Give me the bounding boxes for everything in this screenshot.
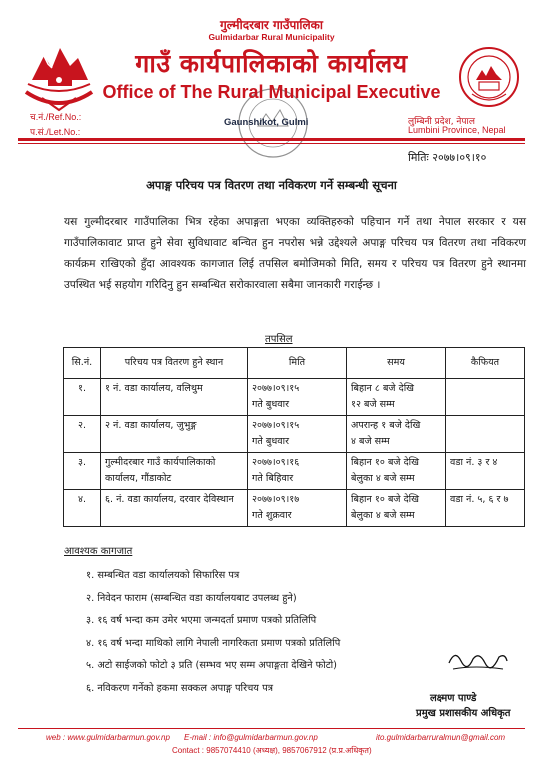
cell-place: गुल्मीदरबार गाउँ कार्यपालिकाको कार्यालय, गौंडाकोट: [101, 453, 248, 490]
cell-remark: वडा नं. ३ र ४: [446, 453, 525, 490]
cell-time: [347, 379, 446, 416]
header-remark: कैफियत: [446, 348, 525, 379]
cell-time-to: ४ बजे सम्म: [351, 436, 390, 447]
office-address: Gaunshikot, Gulmi: [224, 117, 309, 128]
cell-time-to: १२ बजे सम्म: [351, 399, 395, 410]
cell-date-day: गते बुधवार: [252, 399, 290, 410]
document-item: ५. अटो साईजको फोटो ३ प्रति (सम्भव भए सम्म अपाङ्गता देखिने फोटो): [86, 660, 338, 671]
header-municipality-en: Gulmidarbar Rural Municipality: [208, 32, 335, 42]
schedule-title: तपसिल: [265, 334, 293, 345]
province-en: Lumbini Province, Nepal: [408, 125, 506, 135]
signatory-name: लक्ष्मण पाण्डे: [430, 693, 477, 704]
cell-date: [248, 490, 347, 527]
header-office-title-np: गाउँ कार्यपालिकाको कार्यालय: [135, 49, 408, 78]
cell-remark: वडा नं. ५, ६ र ७: [446, 490, 525, 527]
header-place: परिचय पत्र वितरण हुने स्थान: [101, 348, 248, 379]
header-office-title-en: Office of The Rural Municipal Executive: [102, 82, 441, 102]
cell-date: [248, 416, 347, 453]
cell-sn: ३.: [64, 453, 101, 490]
cell-time: [347, 453, 446, 490]
table-row: [64, 379, 525, 416]
cell-time-to: बेलुका ४ बजे सम्म: [351, 473, 415, 484]
signatory-title: प्रमुख प्रशासकीय अधिकृत: [416, 708, 511, 719]
cell-date-day: गते बुधवार: [252, 436, 290, 447]
cell-remark: [446, 416, 525, 453]
letter-date: मितिः २०७७।०९।१०: [408, 151, 487, 164]
required-documents-title: आवश्यक कागजात: [64, 546, 133, 557]
header-sn: सि.नं.: [64, 348, 101, 379]
document-item: २. निवेदन फाराम (सम्बन्धित वडा कार्यालयबाट उपलब्ध हुने): [86, 593, 297, 604]
table-row: [64, 416, 525, 453]
document-item: ४. १६ वर्ष भन्दा माथिको लागि नेपाली नागरिकता प्रमाण पत्रको प्रतिलिपि: [86, 638, 341, 649]
footer-contact: Contact : 9857074410 (अध्यक्ष), 9857067912 (प्र.प्र.अधिकृत): [172, 746, 372, 755]
header-time: समय: [347, 348, 446, 379]
cell-place: १ नं. वडा कार्यालय, वलिथुम: [101, 379, 248, 416]
cell-date-value: २०७७।०९।१५: [252, 420, 300, 431]
cell-date-value: २०७७।०९।१५: [252, 383, 300, 394]
cell-date-value: २०७७।०९।१७: [252, 494, 300, 505]
cell-date: [248, 453, 347, 490]
cell-time-from: अपरान्ह १ बजे देखि: [351, 420, 421, 431]
cell-date-day: गते बिहिवार: [252, 473, 294, 484]
cell-time-to: बेलुका ४ बजे सम्म: [351, 510, 415, 521]
letter-number-label: प.सं./Let.No.:: [30, 127, 81, 137]
signature-icon: [445, 645, 511, 673]
cell-place: ६. नं. वडा कार्यालय, दरवार देविस्थान: [101, 490, 248, 527]
ref-number-label: च.नं./Ref.No.:: [30, 112, 82, 122]
footer-email-alt-link[interactable]: ito.gulmidarbarruralmun@gmail.com: [376, 733, 506, 742]
cell-place: २ नं. वडा कार्यालय, जुभुङ्ग: [101, 416, 248, 453]
cell-time-from: बिहान ८ बजे देखि: [351, 383, 415, 394]
document-item: ६. नविकरण गर्नेको हकमा सक्कल अपाङ्ग परिचय पत्र: [86, 683, 274, 694]
footer-website-link[interactable]: web : www.gulmidarbarmun.gov.np: [46, 733, 170, 742]
cell-sn: ४.: [64, 490, 101, 527]
document-item: ३. १६ वर्ष भन्दा कम उमेर भएमा जन्मदर्ता प्रमाण पत्रको प्रतिलिपि: [86, 615, 317, 626]
cell-sn: १.: [64, 379, 101, 416]
cell-date: [248, 379, 347, 416]
cell-date-value: २०७७।०९।१६: [252, 457, 300, 468]
cell-time-from: बिहान १० बजे देखि: [351, 457, 420, 468]
table-row: [64, 490, 525, 527]
header-municipality-np: गुल्मीदरबार गाउँपालिका: [220, 18, 323, 32]
cell-time: [347, 416, 446, 453]
header-date: मिति: [248, 348, 347, 379]
table-header-row: [64, 348, 525, 379]
cell-sn: २.: [64, 416, 101, 453]
table-row: [64, 453, 525, 490]
notice-body: यस गुल्मीदरबार गाउँपालिका भित्र रहेका अपाङ्गता भएका व्यक्तिहरुको पहिचान गर्ने तथा नेपाल सरकार र यस गाउँपालिकावाट प्राप्त हुने सेवा सुविधावाट बन्चित हुन नपरोस भन्ने उद्देश्यले अपाङ्ग परिचय पत्र वितरण तथा नविकरण कार्यक्रम राखिएको हुँदा आवश्यक कागजात लिई तपसिल बमोजिमको मिति, समय र परिचय पत्र वितरण हुने स्थानमा उपस्थित भई सहयोग गरिदिनु हुन सम्बन्धित सरोकारवाला सबैमा जानकारी गराईन्छ ।: [64, 216, 526, 291]
header-divider-thin: [18, 143, 525, 144]
cell-date-day: गते शुक्रवार: [252, 510, 292, 521]
province-np: लुम्बिनी प्रदेश, नेपाल: [408, 117, 475, 127]
schedule-table: [63, 347, 525, 527]
notice-subject: अपाङ्ग परिचय पत्र वितरण तथा नविकरण गर्ने सम्बन्धी सूचना: [146, 178, 397, 192]
header-divider: [18, 138, 525, 141]
footer-email-link[interactable]: E-mail : info@gulmidarbarmun.gov.np: [184, 733, 318, 742]
cell-time-from: बिहान १० बजे देखि: [351, 494, 420, 505]
footer-divider: [18, 728, 525, 729]
document-item: १. सम्बन्धित वडा कार्यालयको सिफारिस पत्र: [86, 570, 240, 581]
cell-remark: [446, 379, 525, 416]
cell-time: [347, 490, 446, 527]
